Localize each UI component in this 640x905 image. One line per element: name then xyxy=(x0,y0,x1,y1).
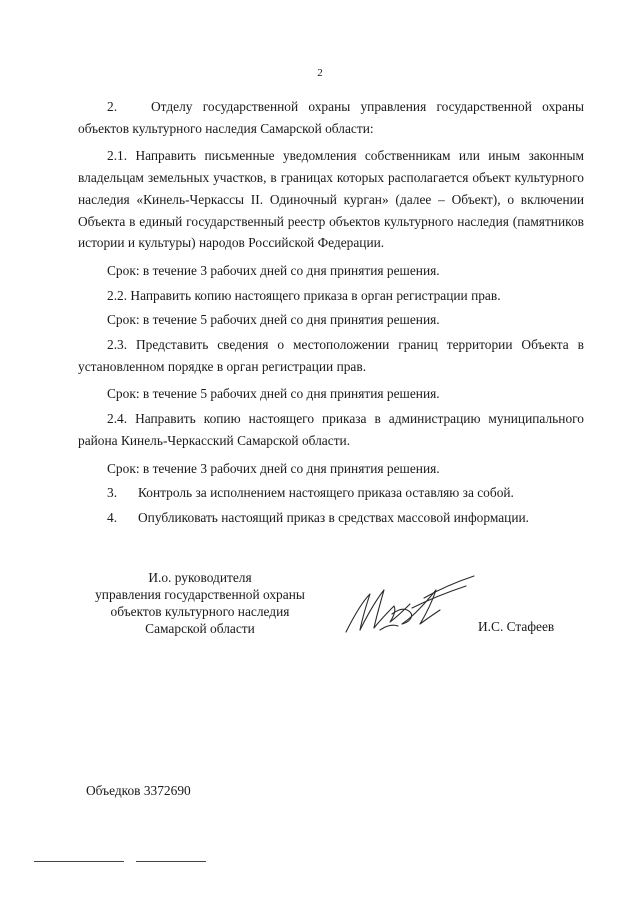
footer-divider xyxy=(34,861,124,862)
signatory-title-line-1: И.о. руководителя xyxy=(148,570,252,585)
paragraph-4-number: 4. xyxy=(107,509,118,525)
signatory-title-line-4: Самарской области xyxy=(145,621,255,636)
paragraph-3 xyxy=(78,482,584,504)
paragraph-2 xyxy=(78,96,584,139)
paragraph-2-text: Отделу государственной охраны управления государственной охраны объектов культурного наследия Самарской области: xyxy=(78,99,584,136)
signatory-title-line-3: объектов культурного наследия xyxy=(110,604,290,619)
order-body xyxy=(78,96,584,532)
deadline-2-2: Срок: в течение 5 рабочих дней со дня принятия решения. xyxy=(107,312,440,328)
paragraph-4 xyxy=(78,507,584,529)
signatory-title-line-2: управления государственной охраны xyxy=(95,587,305,602)
deadline-2-1: Срок: в течение 3 рабочих дней со дня принятия решения. xyxy=(107,262,440,278)
paragraph-2-2: 2.2. Направить копию настоящего приказа в орган регистрации прав. xyxy=(107,287,501,303)
executor-note: Объедков 3372690 xyxy=(86,783,191,798)
page-number: 2 xyxy=(317,67,323,79)
signer-name: И.С. Стафеев xyxy=(478,619,555,634)
paragraph-2-number: 2. xyxy=(107,99,118,114)
deadline-2-4: Срок: в течение 3 рабочих дней со дня принятия решения. xyxy=(107,460,440,476)
paragraph-3-text: Контроль за исполнением настоящего приказа оставляю за собой. xyxy=(138,485,514,501)
footer-divider xyxy=(136,861,206,862)
paragraph-3-number: 3. xyxy=(107,485,118,501)
paragraph-2-1: 2.1. Направить письменные уведомления собственникам или иным законным владельцам земельных участков, в границах которых располагается объект культурного наследия «Кинель-Черкассы II. Одиночный курган» (далее – Объект), о включении Объекта в единый государственный реестр объектов культурного наследия (памятников истории и культуры) народов Российской Федерации. xyxy=(78,148,584,251)
deadline-2-3: Срок: в течение 5 рабочих дней со дня принятия решения. xyxy=(107,386,440,402)
signatory-title xyxy=(70,569,330,637)
paragraph-2-4: 2.4. Направить копию настоящего приказа в администрацию муниципального района Кинель-Черкасский Самарской области. xyxy=(78,411,584,448)
paragraph-4-text: Опубликовать настоящий приказ в средствах массовой информации. xyxy=(138,509,530,525)
paragraph-2-3: 2.3. Представить сведения о местоположении границ территории Объекта в установленном порядке в орган регистрации прав. xyxy=(78,337,584,374)
handwritten-signature xyxy=(340,568,480,640)
